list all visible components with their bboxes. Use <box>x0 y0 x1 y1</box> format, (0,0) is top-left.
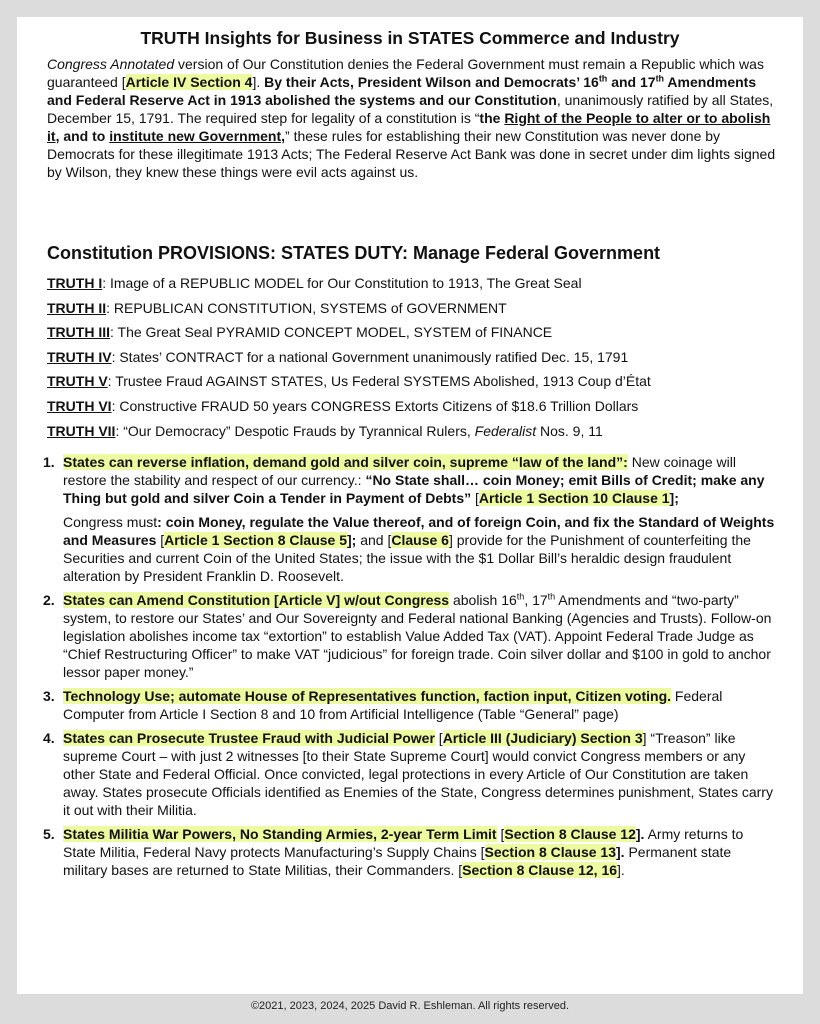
intro-bold-text: , and to <box>55 128 110 144</box>
provision-paragraph <box>63 513 777 585</box>
truth-text: : Constructive FRAUD 50 years CONGRESS Extorts Citizens of $18.6 Trillion Dollars <box>111 397 639 414</box>
provision-quote: : coin Money, regulate the Value thereof, and of foreign Coin, and fix the Standard of Weights and Measures <box>63 514 775 549</box>
truth-text: : Trustee Fraud AGAINST STATES, Us Federal SYSTEMS Abolished, 1913 Coup d’État <box>107 373 651 390</box>
document-page <box>17 17 803 994</box>
provision-text: [ <box>496 826 505 843</box>
citation-highlight: Clause 6 <box>391 532 449 549</box>
provision-text: abolish 16 <box>449 592 517 609</box>
provision-item <box>43 591 777 681</box>
item-number: 2. <box>43 592 55 609</box>
intro-paragraph <box>47 55 777 233</box>
truth-text: : The Great Seal PYRAMID CONCEPT MODEL, SYSTEM of FINANCE <box>110 324 553 341</box>
superscript: th <box>598 73 608 84</box>
provision-item <box>43 825 777 879</box>
truth-text: : States’ CONTRACT for a national Government unanimously ratified Dec. 15, 1791 <box>111 348 629 365</box>
provision-text: ] “Treason” like supreme Court – with just 2 witnesses [to their State Supreme Court] would convict Congress members or any other State and Federal Official. Once convicted, legal protections in every Article of Our Constitution are taken away. States prosecute Officials identified as Enemies of the State, Congress determines punishment, States carry it out with their Militia. <box>63 730 773 819</box>
provision-text: , 17 <box>524 592 548 609</box>
provision-text: [ <box>156 532 165 549</box>
provision-text: ]. <box>617 862 625 879</box>
citation-highlight: Section 8 Clause 13 <box>484 844 617 861</box>
provision-paragraph <box>63 591 777 681</box>
intro-bold-text: the <box>479 110 505 126</box>
truth-label: TRUTH I <box>47 275 103 291</box>
provision-heading: Technology Use; automate House of Representatives function, faction input, Citizen voting. <box>63 688 672 705</box>
truth-item <box>47 369 777 394</box>
provision-heading: States can Amend Constitution [Article V] w/out Congress <box>63 592 450 609</box>
superscript: th <box>516 591 525 602</box>
intro-text: Congress Annotated <box>47 56 175 72</box>
truth-label: TRUTH V <box>47 373 108 390</box>
truth-list <box>47 271 777 443</box>
provision-text: ] provide for the Punishment of counterfeiting the Securities and current Coin of the United States; the issue with the $1 Dollar Bill’s heraldic design fraudulent alteration by President Franklin D. Roosevelt. <box>63 532 751 585</box>
intro-bold-underline-text: Right of the People to alter or to abolish it <box>47 110 771 144</box>
provision-paragraph <box>63 729 777 819</box>
truth-text: Nos. 9, 11 <box>536 422 603 439</box>
citation-highlight: Article 1 Section 8 Clause 5 <box>164 532 348 549</box>
provision-text: New coinage will restore the stability and respect of our currency.: <box>63 454 736 489</box>
provision-text: [ <box>434 730 443 747</box>
intro-text: , unanimously ratified by all States, December 15, 1791. The required step for legality of a constitution is “ <box>47 92 774 126</box>
provision-text: ]; <box>347 532 357 549</box>
intro-bold-text: By their Acts, President Wilson and Democrats’ 16 <box>264 74 599 90</box>
provision-text: ]; <box>669 490 679 507</box>
item-number: 5. <box>43 826 55 843</box>
provision-heading: States can Prosecute Trustee Fraud with Judicial Power <box>63 730 435 747</box>
provision-heading: States can reverse inflation, demand gold and silver coin, supreme “law of the land”: <box>63 454 628 471</box>
item-number: 1. <box>43 454 55 471</box>
provision-text: Federal Computer from Article I Section 8 and 10 from Artificial Intelligence (Table “General” page) <box>63 688 723 723</box>
provision-item <box>43 729 777 819</box>
provision-paragraph <box>63 687 777 723</box>
truth-item <box>47 345 777 370</box>
citation-highlight: Section 8 Clause 12, 16 <box>462 862 618 879</box>
intro-text: ” these rules for establishing their new Constitution was never done by Democrats for these illegitimate 1913 Acts; The Federal Reserve Act Bank was done in secret under dim lights signed by Wilson, they knew these things were evil acts against us. <box>47 128 776 180</box>
truth-text: : REPUBLICAN CONSTITUTION, SYSTEMS of GOVERNMENT <box>106 299 507 316</box>
superscript: th <box>655 73 665 84</box>
provision-text: Amendments and “two-party” system, to restore our States’ and Our Sovereignty and Federal national Banking (Agencies and Trusts). Follow-on legislation abolishes income tax “extortion” to establish Value Added Tax (VAT). Appoint Federal Trade Judge as “Chief Restructuring Officer” to make VAT “judicious” for foreign trade. Coin silver dollar and $100 in gold to anchor lessor paper money.” <box>63 592 772 681</box>
provision-heading: States Militia War Powers, No Standing Armies, 2-year Term Limit <box>63 826 497 843</box>
citation-highlight: Article III (Judiciary) Section 3 <box>442 730 643 747</box>
truth-label: TRUTH VII <box>47 422 116 439</box>
item-number: 3. <box>43 688 55 705</box>
intro-text: ]. <box>252 74 265 90</box>
provision-paragraph <box>63 825 777 879</box>
truth-item <box>47 296 777 321</box>
truth-item <box>47 394 777 419</box>
provision-paragraph <box>63 453 777 507</box>
provision-list <box>43 453 777 879</box>
provision-text: [ <box>471 490 479 507</box>
provision-text: Congress must <box>63 514 158 531</box>
provision-text: Army returns to State Militia, Federal Navy protects Manufacturing’s Supply Chains [ <box>63 826 744 861</box>
truth-item <box>47 320 777 345</box>
intro-text: version of Our Constitution denies the Federal Government must remain a Republic which was guaranteed [ <box>47 56 764 90</box>
truth-label: TRUTH III <box>47 324 110 341</box>
provision-item <box>43 687 777 723</box>
intro-bold-text: Amendments and Federal Reserve Act in 1913 abolished the systems and our Constitution <box>47 74 757 108</box>
provision-item <box>43 453 777 585</box>
provision-quote: “No State shall… coin Money; emit Bills of Credit; make any Thing but gold and silver Coin a Tender in Payment of Debts” <box>63 472 765 507</box>
intro-bold-underline-text: institute new Government, <box>109 128 286 144</box>
citation-highlight: Article IV Section 4 <box>125 74 253 90</box>
provision-text: ]. <box>635 826 645 843</box>
truth-item <box>47 419 777 444</box>
truth-text: : “Our Democracy” Despotic Frauds by Tyrannical Rulers, <box>115 422 475 439</box>
truth-text-italic: Federalist <box>474 422 537 439</box>
provision-text: Permanent state military bases are returned to State Militias, their Commanders. [ <box>63 844 732 879</box>
superscript: th <box>547 591 556 602</box>
provision-text: ]. <box>616 844 625 861</box>
truth-text: : Image of a REPUBLIC MODEL for Our Constitution to 1913, The Great Seal <box>102 275 582 291</box>
page-title: TRUTH Insights for Business in STATES Commerce and Industry <box>140 28 680 48</box>
citation-highlight: Article 1 Section 10 Clause 1 <box>478 490 670 507</box>
citation-highlight: Section 8 Clause 12 <box>504 826 636 843</box>
item-number: 4. <box>43 730 55 747</box>
intro-bold-text: and 17 <box>607 74 656 90</box>
provision-text: and [ <box>356 532 392 549</box>
copyright-footer: ©2021, 2023, 2024, 2025 David R. Eshleman. All rights reserved. <box>250 1000 570 1012</box>
truth-label: TRUTH VI <box>47 397 112 414</box>
truth-label: TRUTH IV <box>47 348 112 365</box>
truth-label: TRUTH II <box>47 299 107 316</box>
truth-item <box>47 271 777 296</box>
section-heading: Constitution PROVISIONS: STATES DUTY: Manage Federal Government <box>47 243 661 263</box>
